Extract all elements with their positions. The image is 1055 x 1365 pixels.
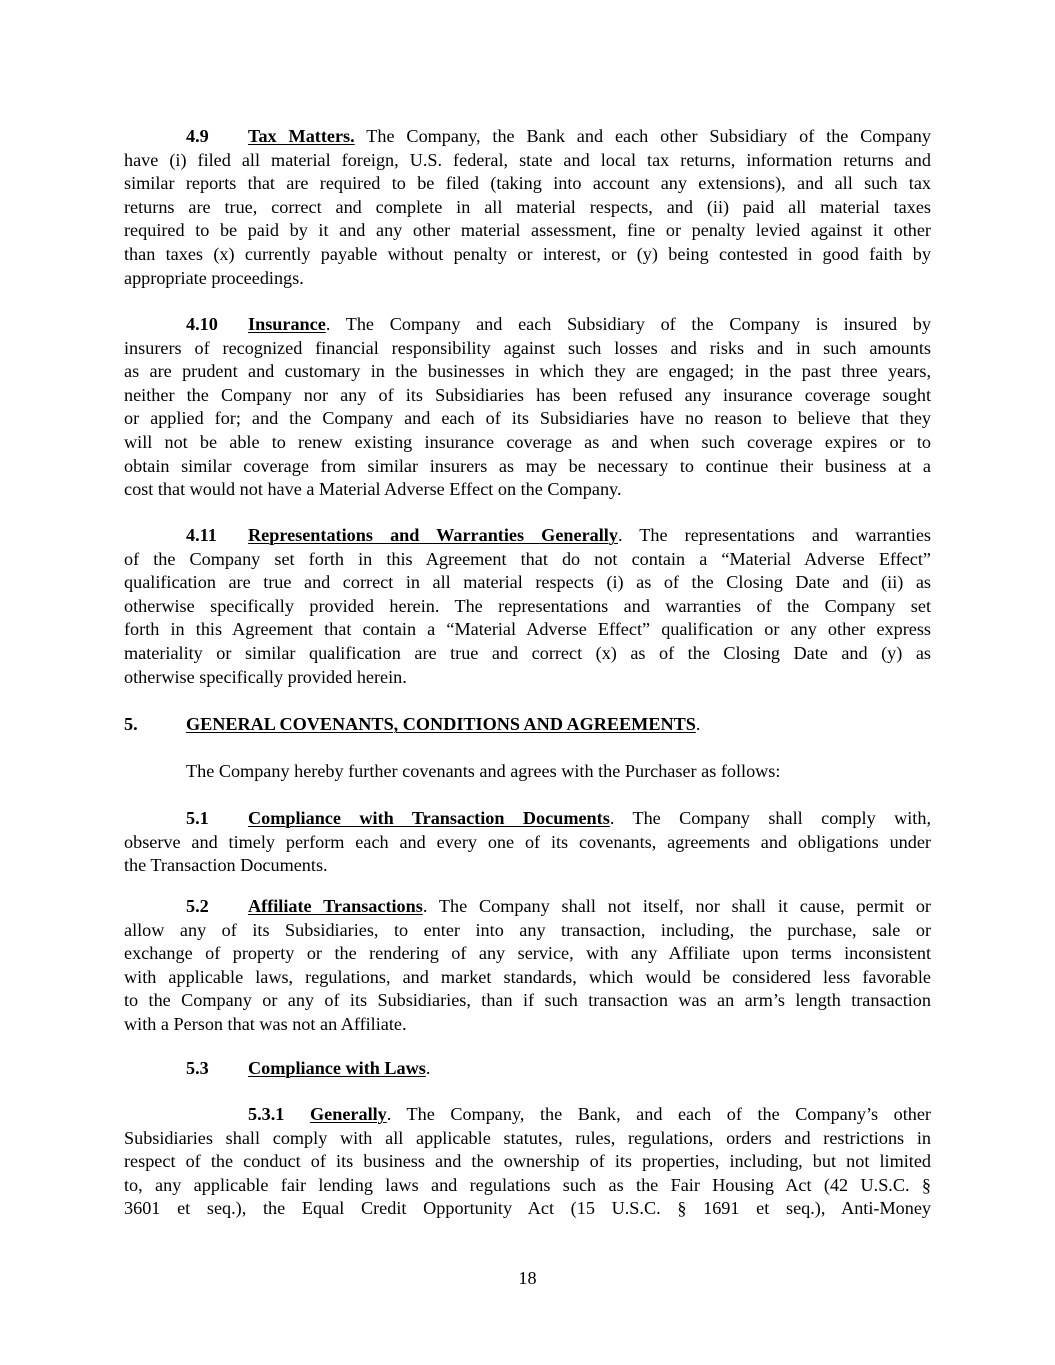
paragraph-line: similar reports that are required to be filed (taking into account any extensions), and all such tax xyxy=(124,173,931,194)
paragraph-line: forth in this Agreement that contain a “Material Adverse Effect” qualification or any other express xyxy=(124,619,931,640)
section-heading: Compliance with Laws xyxy=(248,1058,426,1078)
paragraph-line: appropriate proceedings. xyxy=(124,267,304,288)
paragraph-line: exchange of property or the rendering of any service, with any Affiliate upon terms inconsistent xyxy=(124,943,931,964)
section-number: 5.3 xyxy=(186,1058,209,1078)
paragraph-line: as are prudent and customary in the businesses in which they are engaged; in the past three years, xyxy=(124,361,931,382)
section-number: 5.2 xyxy=(186,896,209,916)
paragraph-line: obtain similar coverage from similar insurers as may be necessary to continue their business at a xyxy=(124,455,931,476)
section-4-9 xyxy=(124,125,931,290)
paragraph-line: 4.11 Representations and Warranties Generally. The representations and warranties xyxy=(124,524,931,548)
section-5-heading xyxy=(124,713,931,737)
paragraph-line: cost that would not have a Material Adverse Effect on the Company. xyxy=(124,479,622,500)
section-heading: Insurance xyxy=(248,314,326,334)
paragraph-line: qualification are true and correct in all material respects (i) as of the Closing Date and (ii) as xyxy=(124,572,931,593)
paragraph-line: 5.3.1 Generally. The Company, the Bank, and each of the Company’s other xyxy=(124,1103,931,1127)
section-heading: Compliance with Transaction Documents xyxy=(248,808,610,828)
section-5-3 xyxy=(124,1057,931,1081)
paragraph-line: respect of the conduct of its business and the ownership of its properties, including, but not limited xyxy=(124,1151,931,1172)
paragraph-line: Subsidiaries shall comply with all applicable statutes, rules, regulations, orders and restrictions in xyxy=(124,1127,931,1148)
paragraph-line: 4.9 Tax Matters. The Company, the Bank and each other Subsidiary of the Company xyxy=(124,125,931,149)
section-number: 4.11 xyxy=(186,525,217,545)
paragraph-line: to the Company or any of its Subsidiaries, than if such transaction was an arm’s length transaction xyxy=(124,990,931,1011)
paragraph-line: returns are true, correct and complete in all material respects, and (ii) paid all material taxes xyxy=(124,196,931,217)
paragraph-line: materiality or similar qualification are true and correct (x) as of the Closing Date and (y) as xyxy=(124,642,931,663)
paragraph-line: have (i) filed all material foreign, U.S. federal, state and local tax returns, information returns and xyxy=(124,149,931,170)
section-number: 4.10 xyxy=(186,314,218,334)
paragraph-line: the Transaction Documents. xyxy=(124,855,328,876)
section-4-10 xyxy=(124,313,931,502)
paragraph-line: 5.2 Affiliate Transactions. The Company shall not itself, nor shall it cause, permit or xyxy=(124,895,931,919)
paragraph-line: allow any of its Subsidiaries, to enter into any transaction, including, the purchase, sale or xyxy=(124,919,931,940)
section-5-intro xyxy=(124,760,931,784)
paragraph-line: to, any applicable fair lending laws and regulations such as the Fair Housing Act (42 U.S.C. § xyxy=(124,1174,931,1195)
paragraph-line: than taxes (x) currently payable without penalty or interest, or (y) being contested in good faith by xyxy=(124,243,931,264)
paragraph-line: observe and timely perform each and every one of its covenants, agreements and obligations under xyxy=(124,831,931,852)
section-5-2 xyxy=(124,895,931,1037)
paragraph-line: 3601 et seq.), the Equal Credit Opportunity Act (15 U.S.C. § 1691 et seq.), Anti-Money xyxy=(124,1198,931,1219)
paragraph-line: otherwise specifically provided herein. xyxy=(124,666,407,687)
page-number: 18 xyxy=(518,1268,537,1288)
paragraph-line: of the Company set forth in this Agreement that do not contain a “Material Adverse Effect” xyxy=(124,548,931,569)
paragraph-line: insurers of recognized financial responsibility against such losses and risks and in such amounts xyxy=(124,337,931,358)
section-5-1 xyxy=(124,807,931,878)
section-heading: Representations and Warranties Generally xyxy=(248,525,618,545)
paragraph-line: or applied for; and the Company and each of its Subsidiaries have no reason to believe that they xyxy=(124,408,931,429)
section-5-3-1 xyxy=(124,1103,931,1221)
paragraph-line: 5.1 Compliance with Transaction Documents. The Company shall comply with, xyxy=(124,807,931,831)
paragraph-line: 4.10 Insurance. The Company and each Subsidiary of the Company is insured by xyxy=(124,313,931,337)
section-heading: Affiliate Transactions xyxy=(248,896,423,916)
paragraph-line: The Company hereby further covenants and agrees with the Purchaser as follows: xyxy=(186,761,781,781)
section-heading: GENERAL COVENANTS, CONDITIONS AND AGREEMENTS xyxy=(186,714,696,734)
section-4-11 xyxy=(124,524,931,689)
section-number: 5. xyxy=(124,714,138,734)
paragraph-line: with applicable laws, regulations, and market standards, which would be considered less favorable xyxy=(124,966,931,987)
paragraph-line: with a Person that was not an Affiliate. xyxy=(124,1013,407,1034)
paragraph-line: otherwise specifically provided herein. The representations and warranties of the Company set xyxy=(124,595,931,616)
section-number: 4.9 xyxy=(186,126,209,146)
section-heading: Tax Matters. xyxy=(248,126,355,146)
paragraph-line: neither the Company nor any of its Subsidiaries has been refused any insurance coverage sought xyxy=(124,384,931,405)
paragraph-line: required to be paid by it and any other material assessment, fine or penalty levied against it other xyxy=(124,220,931,241)
section-number: 5.3.1 xyxy=(248,1104,285,1124)
section-heading: Generally xyxy=(310,1104,387,1124)
paragraph-line: 5.3 Compliance with Laws. xyxy=(124,1057,931,1081)
section-number: 5.1 xyxy=(186,808,209,828)
paragraph-line: 5. GENERAL COVENANTS, CONDITIONS AND AGREEMENTS. xyxy=(124,713,931,737)
paragraph-line: will not be able to renew existing insurance coverage as and when such coverage expires or to xyxy=(124,431,931,452)
